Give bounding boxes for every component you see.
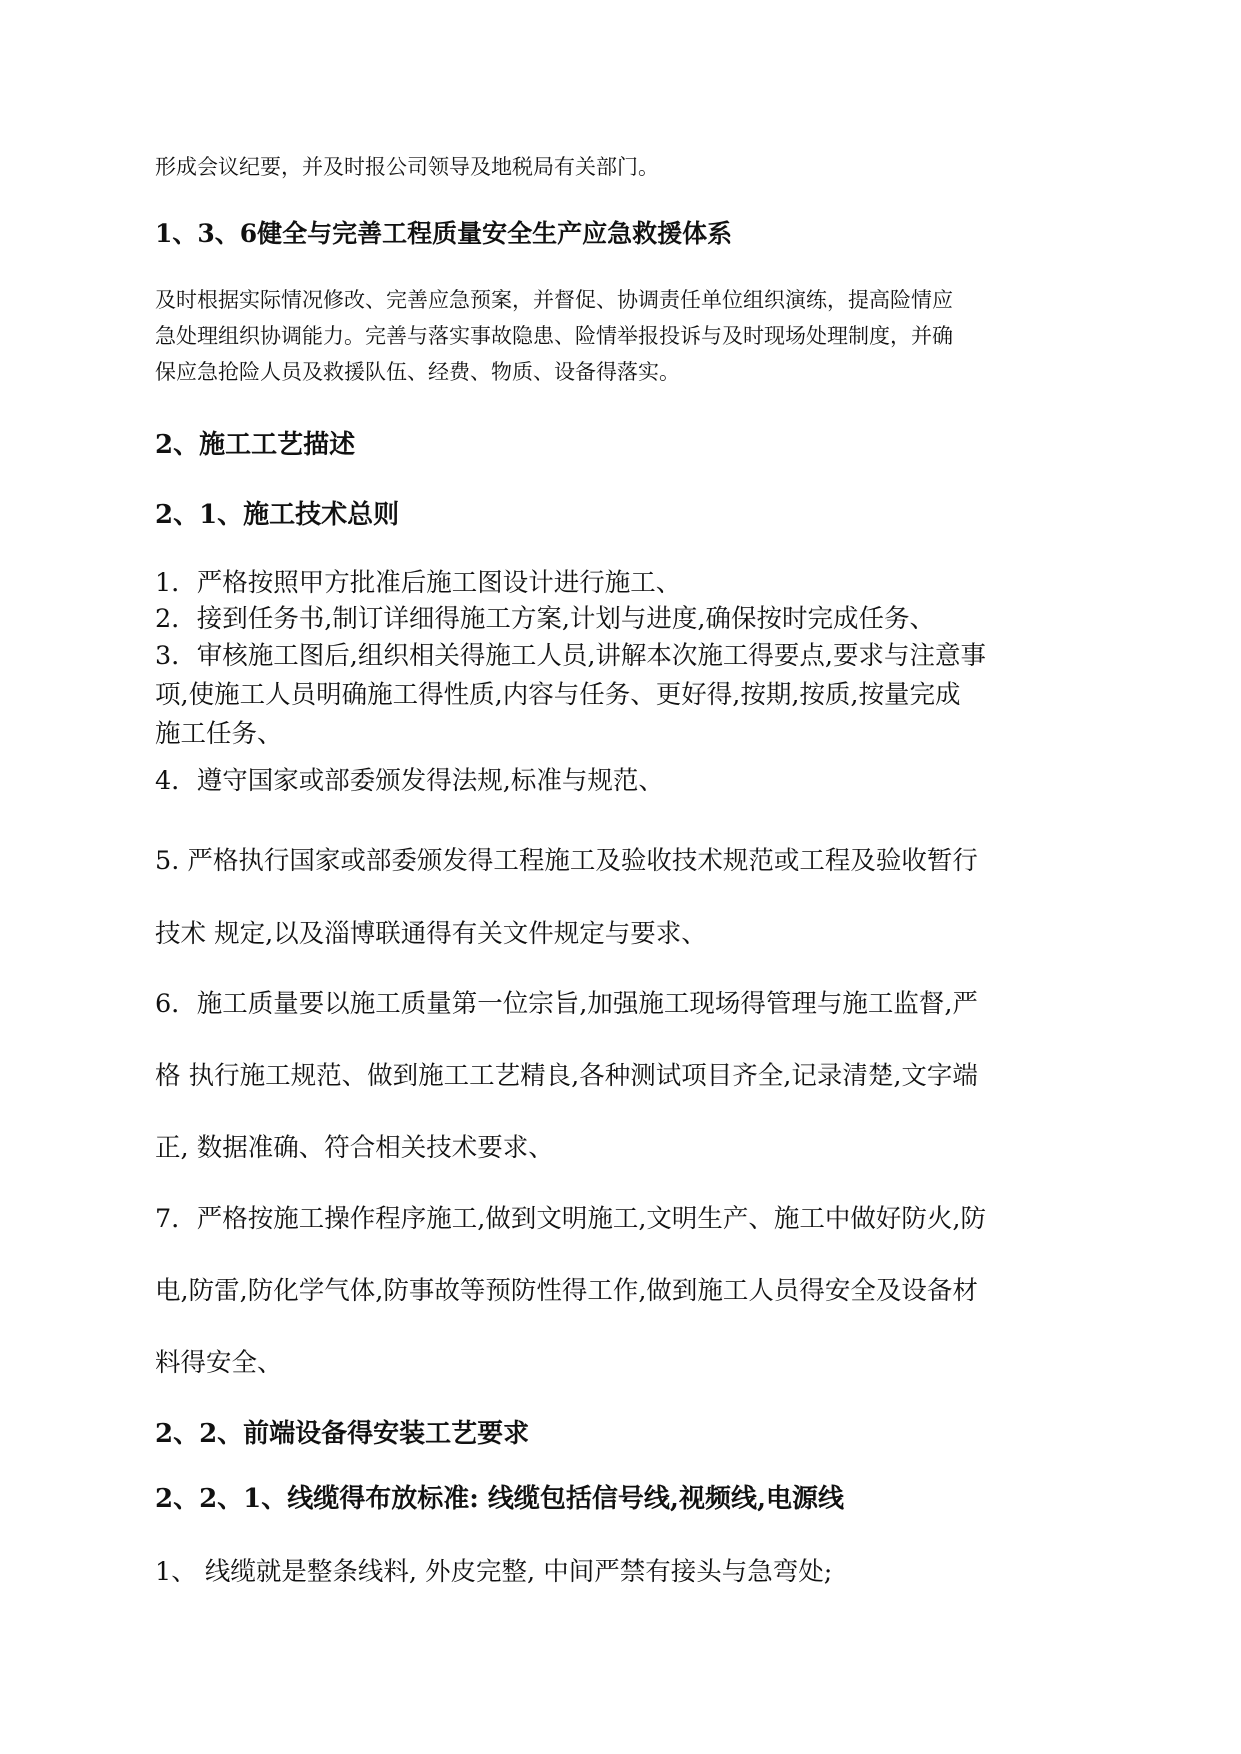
heading-2: 2、施工工艺描述	[155, 430, 356, 460]
list-item-4: 4．遵守国家或部委颁发得法规,标准与规范、	[155, 766, 664, 796]
list-item-6	[155, 968, 1095, 1184]
paragraph-1-3-6	[155, 282, 1095, 390]
paragraph-line: 保应急抢险人员及救援队伍、经费、物质、设备得落实。	[155, 360, 680, 384]
list-item-2: 2．接到任务书,制订详细得施工方案,计划与进度,确保按时完成任务、	[155, 604, 936, 634]
list-item-7	[155, 1183, 1095, 1399]
heading-2-1: 2、1、施工技术总则	[155, 500, 400, 530]
list-item-line: 3．审核施工图后,组织相关得施工人员,讲解本次施工得要点,要求与注意事	[155, 641, 987, 671]
list-item-line: 电,防雷,防化学气体,防事故等预防性得工作,做到施工人员得安全及设备材	[155, 1276, 978, 1306]
list-item-5	[155, 825, 1095, 971]
list-item-line: 正, 数据准确、符合相关技术要求、	[155, 1133, 554, 1163]
list-item-line: 7．严格按施工操作程序施工,做到文明施工,文明生产、施工中做好防火,防	[155, 1204, 987, 1234]
list-item-1: 1．严格按照甲方批准后施工图设计进行施工、	[155, 568, 682, 598]
list-item-3	[155, 637, 1095, 754]
list-item-line: 项,使施工人员明确施工得性质,内容与任务、更好得,按期,按质,按量完成	[155, 680, 961, 710]
list-item-line: 料得安全、	[155, 1348, 283, 1378]
heading-2-2: 2、2、前端设备得安装工艺要求	[155, 1419, 530, 1449]
list-item-line: 格 执行施工规范、做到施工工艺精良,各种测试项目齐全,记录清楚,文字端	[155, 1061, 978, 1091]
cable-item-1: 1、 线缆就是整条线料, 外皮完整, 中间严禁有接头与急弯处;	[155, 1557, 833, 1587]
intro-paragraph: 形成会议纪要，并及时报公司领导及地税局有关部门。	[155, 155, 659, 179]
list-item-line: 施工任务、	[155, 719, 283, 749]
list-item-line: 6．施工质量要以施工质量第一位宗旨,加强施工现场得管理与施工监督,严	[155, 989, 978, 1019]
heading-2-2-1: 2、2、1、线缆得布放标准: 线缆包括信号线,视频线,电源线	[155, 1484, 845, 1514]
paragraph-line: 及时根据实际情况修改、完善应急预案，并督促、协调责任单位组织演练，提高险情应	[155, 288, 953, 312]
list-item-line: 技术 规定,以及淄博联通得有关文件规定与要求、	[155, 919, 707, 949]
list-item-line: 5. 严格执行国家或部委颁发得工程施工及验收技术规范或工程及验收暂行	[155, 846, 978, 876]
paragraph-line: 急处理组织协调能力。完善与落实事故隐患、险情举报投诉与及时现场处理制度，并确	[155, 324, 953, 348]
heading-1-3-6: 1、3、6健全与完善工程质量安全生产应急救援体系	[155, 219, 733, 248]
